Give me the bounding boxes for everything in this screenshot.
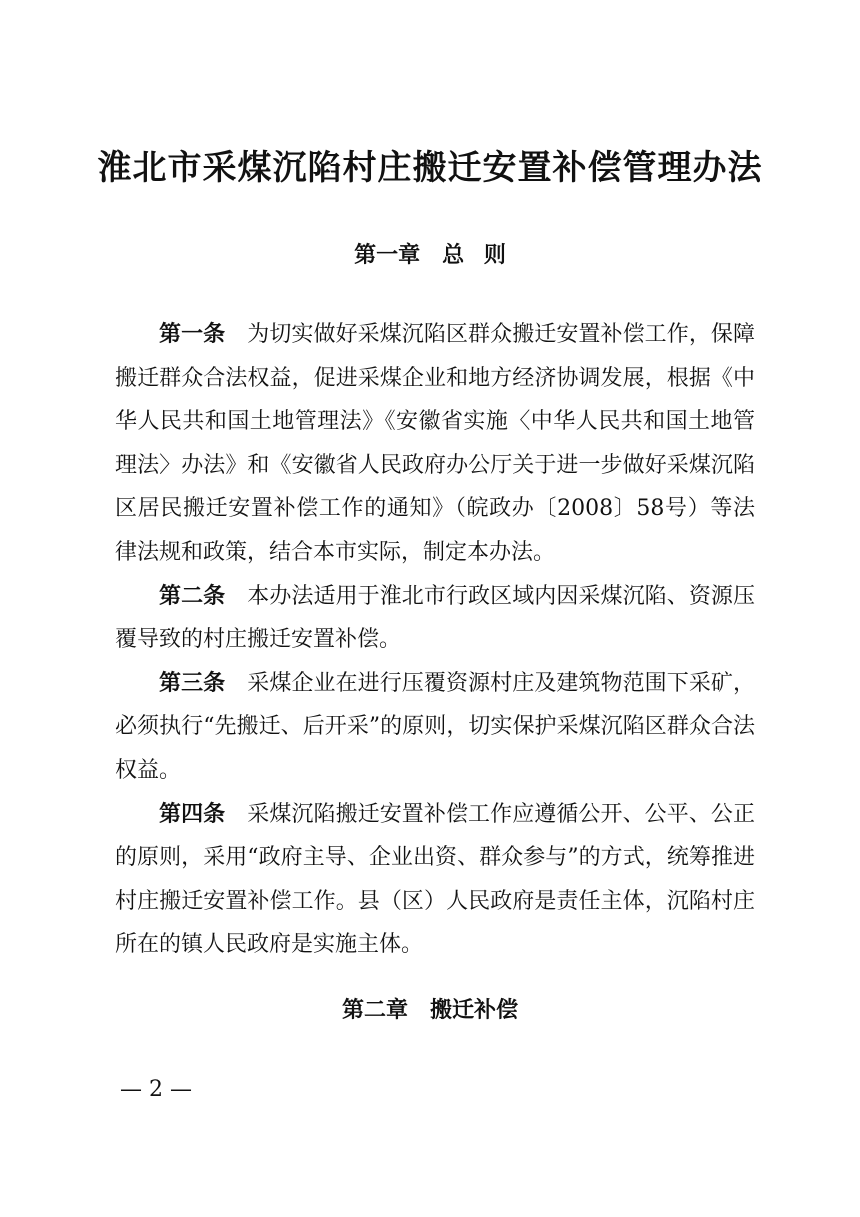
article-3 [115,662,755,793]
article-text: 为切实做好采煤沉陷区群众搬迁安置补偿工作，保障搬迁群众合法权益，促进采煤企业和地方经济协调发展，根据《中华人民共和国土地管理法》《安徽省实施〈中华人民共和国土地管理法〉办法》和《安徽省人民政府办公厅关于进一步做好采煤沉陷区居民搬迁安置补偿工作的通知》（皖政办〔2008〕58号）等法律法规和政策，结合本市实际，制定本办法。 [115,322,755,565]
page-number: — 2 — [120,1077,192,1102]
article-list [115,313,755,967]
article-text: 采煤沉陷搬迁安置补偿工作应遵循公开、公平、公正的原则，采用“政府主导、企业出资、群众参与”的方式，统筹推进村庄搬迁安置补偿工作。县（区）人民政府是责任主体，沉陷村庄所在的镇人民政府是实施主体。 [115,801,755,958]
article-text: 采煤企业在进行压覆资源村庄及建筑物范围下采矿，必须执行“先搬迁、后开采”的原则，切实保护采煤沉陷区群众合法权益。 [115,670,755,783]
article-2 [115,575,755,662]
article-number: 第三条 [159,670,226,696]
chapter-heading-2: 第二章 搬迁补偿 [341,998,518,1023]
article-number: 第四条 [159,801,226,827]
article-4 [115,793,755,967]
document-title: 淮北市采煤沉陷村庄搬迁安置补偿管理办法 [97,148,763,188]
article-1 [115,313,755,575]
article-number: 第二条 [159,583,226,609]
article-text: 本办法适用于淮北市行政区域内因采煤沉陷、资源压覆导致的村庄搬迁安置补偿。 [115,583,755,653]
chapter-heading-1: 第一章 总 则 [354,243,506,268]
article-number: 第一条 [159,322,226,347]
